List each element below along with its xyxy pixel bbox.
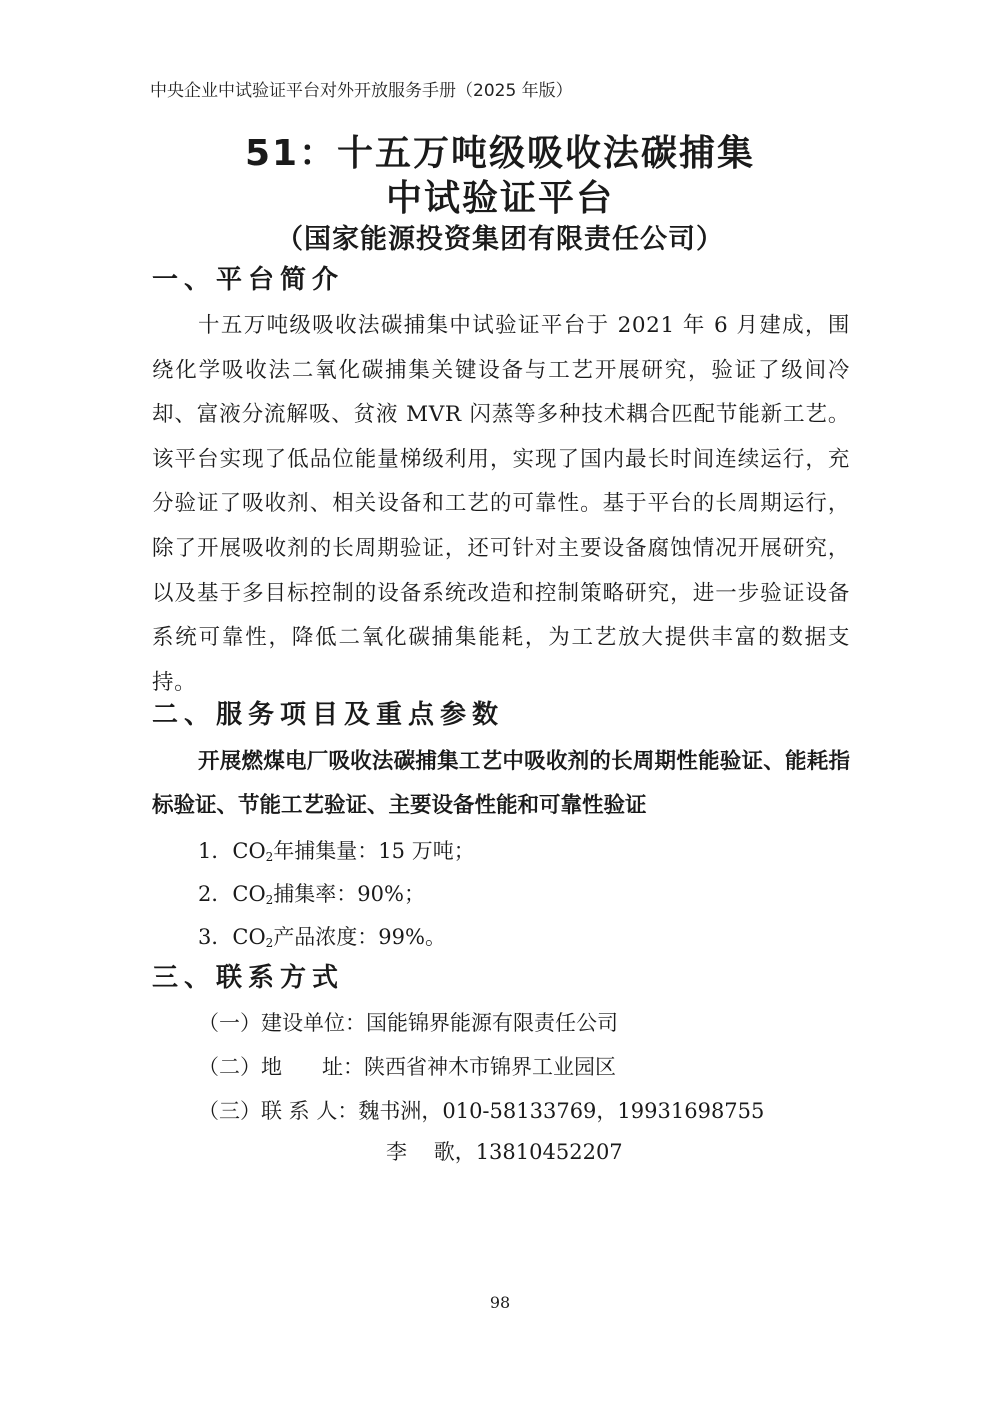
contact-person-2: 李 歌，13810452207 xyxy=(386,1140,623,1164)
contact-unit: （一）建设单位：国能锦界能源有限责任公司 xyxy=(198,1011,618,1035)
services-paragraph: 开展燃煤电厂吸收法碳捕集工艺中吸收剂的长周期性能验证、能耗指标验证、节能工艺验证、主要设备性能和可靠性验证 xyxy=(152,749,850,818)
param-item: 3．$CO_2$产品浓度：99%。 xyxy=(198,925,446,950)
intro-paragraph: 十五万吨级吸收法碳捕集中试验证平台于 2021 年 6 月建成，围绕化学吸收法二氧化碳捕集关键设备与工艺开展研究，验证了级间冷却、富液分流解吸、贫液 MVR 闪蒸等多种技术耦合匹配节能新工艺。该平台实现了低品位能量梯级利用，实现了国内最长时间连续运行，充分验证了吸收剂、相关设备和工艺的可靠性。基于平台的长周期运行，除了开展吸收剂的长周期验证，还可针对主要设备腐蚀情况开展研究，以及基于多目标控制的设备系统改造和控制策略研究，进一步验证设备系统可靠性，降低二氧化碳捕集能耗，为工艺放大提供丰富的数据支持。 xyxy=(152,313,850,695)
page-title-line2: 中试验证平台 xyxy=(385,178,614,219)
section-heading-intro: 一、平台简介 xyxy=(152,265,345,295)
organization-name: （国家能源投资集团有限责任公司） xyxy=(276,224,724,255)
running-header: 中央企业中试验证平台对外开放服务手册（2025 年版） xyxy=(150,81,573,101)
contact-address: （二）地 址：陕西省神木市锦界工业园区 xyxy=(198,1055,617,1079)
page-number: 98 xyxy=(489,1293,511,1312)
section-heading-services: 二、服务项目及重点参数 xyxy=(152,700,505,730)
param-item: 1．$CO_2$年捕集量：15 万吨； xyxy=(198,839,475,864)
page-title: 51：十五万吨级吸收法碳捕集 xyxy=(244,133,756,174)
contact-person: （三）联 系 人：魏书洲，010-58133769，19931698755 xyxy=(198,1099,765,1123)
section-heading-contact: 三、联系方式 xyxy=(152,963,345,993)
param-item: 2．$CO_2$捕集率：90%； xyxy=(198,882,425,907)
